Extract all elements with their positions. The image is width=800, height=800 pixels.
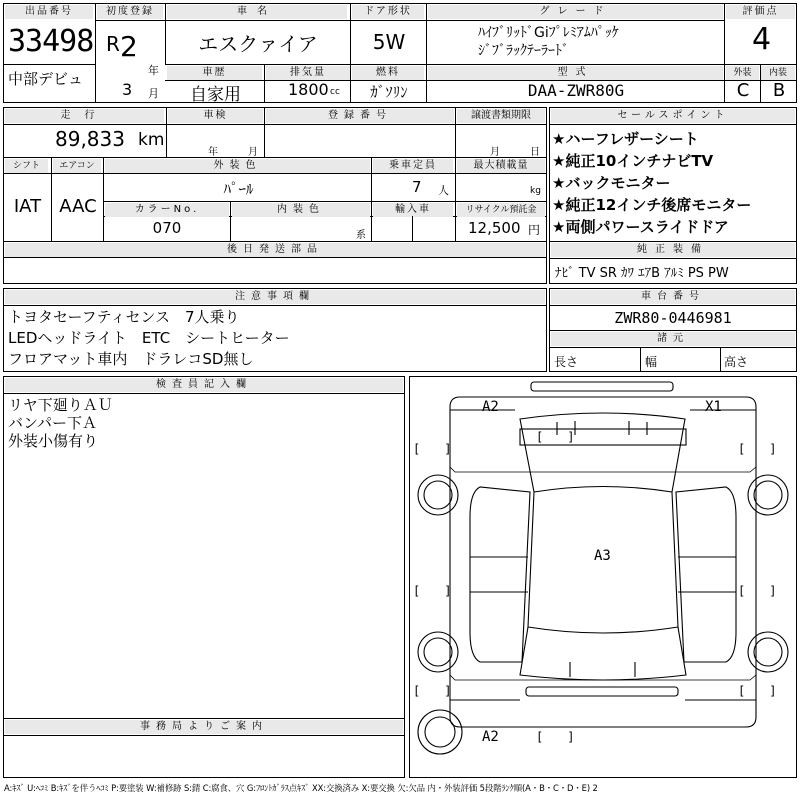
door-type: 5W: [372, 30, 406, 54]
yen-unit: 円: [528, 223, 541, 237]
max-load-label: 最大積載量: [457, 159, 545, 173]
bracket-left-top: [ ]: [413, 442, 452, 456]
reg-month: 3: [122, 80, 133, 99]
later-parts-label: 後日発送部品: [5, 243, 545, 257]
car-name: エスクァイア: [198, 32, 318, 56]
deadline-month-unit: 月: [490, 147, 500, 158]
deadline-day-unit: 日: [530, 147, 540, 158]
interior-color-unit: 系: [356, 230, 366, 241]
capacity-label: 乗車定員: [373, 159, 453, 173]
interior-grade: B: [772, 80, 786, 101]
era-code: R: [106, 32, 120, 56]
color-number-label: カラーNo.: [105, 203, 229, 217]
bracket-left-low: [ ]: [413, 684, 452, 698]
lot-number: 33498: [8, 24, 94, 59]
interior-color-label: 内装色: [232, 203, 370, 217]
sales-point: ★両側パワースライドドア: [552, 218, 729, 236]
debut-tag: 中部デビュ: [8, 70, 84, 88]
registration-number-label: 登録番号: [266, 109, 454, 123]
year-unit: 年: [148, 64, 159, 77]
sales-point: ★純正12インチ後席モニター: [552, 196, 752, 214]
inspection-label: 車検: [168, 109, 263, 123]
grade-label: グレード: [428, 5, 723, 19]
bracket-center-low: [ ]: [536, 730, 575, 744]
specs-label: 諸元: [551, 332, 795, 346]
vehicle-history: 自家用: [190, 85, 241, 105]
reg-year: 2: [120, 30, 138, 63]
bracket-right-mid: [ ]: [738, 584, 777, 598]
grade-line2: ｼﾞﾌﾞﾗｯｸﾃｰﾗｰﾄﾞ: [478, 43, 569, 59]
note-line: LEDヘッドライト ETC シートヒーター: [8, 329, 290, 347]
recycle-deposit-label: リサイクル預託金: [457, 203, 545, 217]
inspector-remark: リヤ下廻りＡＵ: [8, 396, 113, 414]
km-unit: km: [138, 130, 165, 150]
fuel-label: 燃料: [352, 66, 424, 80]
sales-point: ★純正10インチナビTV: [552, 152, 714, 170]
model-code-label: 型式: [428, 66, 723, 80]
exterior-color: ﾊﾟｰﾙ: [223, 180, 254, 198]
overall-rating: 4: [751, 22, 772, 57]
note-line: トヨタセーフティセンス 7人乗り: [8, 308, 240, 326]
sales-point: ★ハーフレザーシート: [552, 130, 699, 148]
cc-unit: cc: [330, 87, 340, 97]
mileage: 89,833: [55, 127, 125, 151]
mileage-label: 走行: [5, 109, 164, 123]
interior-grade-label: 内装: [761, 66, 795, 80]
inspector-remark: バンパー下Ａ: [8, 414, 97, 432]
equipment-label: 純正装備: [551, 243, 795, 257]
bracket-right-low: [ ]: [738, 684, 777, 698]
aircon-label: エアコン: [53, 159, 101, 173]
damage-legend: A:ｷｽﾞ U:ﾍｺﾐ B:ｷｽﾞを伴うﾍｺﾐ P:要塗装 W:補修跡 S:錆 C:腐食、穴 G:ﾌﾛﾝﾄｶﾞﾗｽ点ｷｽﾞ XX:交換済み X:要交換 欠:欠品 内・外装評価 5段階ﾗﾝｸ順(A・B・C・D・E) 2: [4, 783, 598, 793]
document-deadline-label: 譲渡書類期限: [457, 109, 545, 123]
height-label: 高さ: [724, 355, 749, 369]
grade-line1: ﾊｲﾌﾞﾘｯﾄﾞGiﾌﾟﾚﾐｱﾑﾊﾟｯｹ: [478, 25, 619, 41]
sales-point: ★バックモニター: [552, 174, 671, 192]
color-number: 070: [152, 219, 182, 237]
width-label: 幅: [645, 355, 658, 369]
load-unit: kg: [530, 186, 541, 196]
car-name-label: 車名: [167, 5, 347, 19]
exterior-color-label: 外装色: [105, 159, 370, 173]
shift-type: IAT: [13, 196, 42, 217]
rating-label: 評価点: [726, 5, 795, 19]
fuel-type: ｶﾞｿﾘﾝ: [370, 83, 408, 101]
car-diagram: [410, 377, 796, 777]
damage-mark-x1: X1: [705, 399, 722, 415]
inspector-remarks-label: 検査員記入欄: [5, 378, 403, 392]
note-line: フロアマット車内 ドラレコSD無し: [8, 350, 254, 368]
bracket-center-top: [ ]: [536, 430, 575, 444]
sales-points-label: セールスポイント: [551, 109, 795, 123]
shift-label: シフト: [5, 159, 48, 173]
equipment-list: ﾅﾋﾞ TV SR ｶﾜ ｴｱB ｱﾙﾐ PS PW: [555, 266, 729, 281]
first-registration-label: 初度登録: [97, 5, 163, 19]
length-label: 長さ: [554, 355, 579, 369]
month-unit: 月: [148, 87, 159, 100]
displacement: 1800: [288, 80, 329, 99]
inspection-month-unit: 月: [248, 147, 258, 158]
damage-mark-a3: A3: [594, 548, 611, 564]
notes-label: 注意事項欄: [5, 290, 545, 304]
bracket-right-top: [ ]: [738, 442, 777, 456]
chassis-number: ZWR80-0446981: [614, 309, 732, 327]
history-label: 車歴: [167, 66, 262, 80]
passenger-capacity: 7: [412, 178, 422, 196]
model-code: DAA-ZWR80G: [527, 81, 625, 100]
bracket-left-mid: [ ]: [413, 584, 452, 598]
recycle-deposit: 12,500: [468, 219, 521, 237]
inspector-remark: 外装小傷有り: [8, 432, 99, 450]
inspection-year-unit: 年: [208, 147, 218, 158]
door-type-label: ドア形状: [352, 5, 424, 19]
chassis-number-label: 車台番号: [551, 290, 795, 304]
damage-mark-a2-front: A2: [482, 399, 499, 415]
office-notice-label: 事務局よりご案内: [5, 720, 403, 734]
capacity-unit: 人: [438, 184, 449, 197]
exterior-grade-label: 外装: [726, 66, 759, 80]
displacement-label: 排気量: [266, 66, 350, 80]
exterior-grade: C: [736, 80, 750, 101]
aircon-type: AAC: [59, 196, 97, 217]
damage-mark-a2-rear: A2: [482, 729, 499, 745]
import-car-label: 輸入車: [373, 203, 453, 217]
lot-number-label: 出品番号: [5, 5, 93, 19]
